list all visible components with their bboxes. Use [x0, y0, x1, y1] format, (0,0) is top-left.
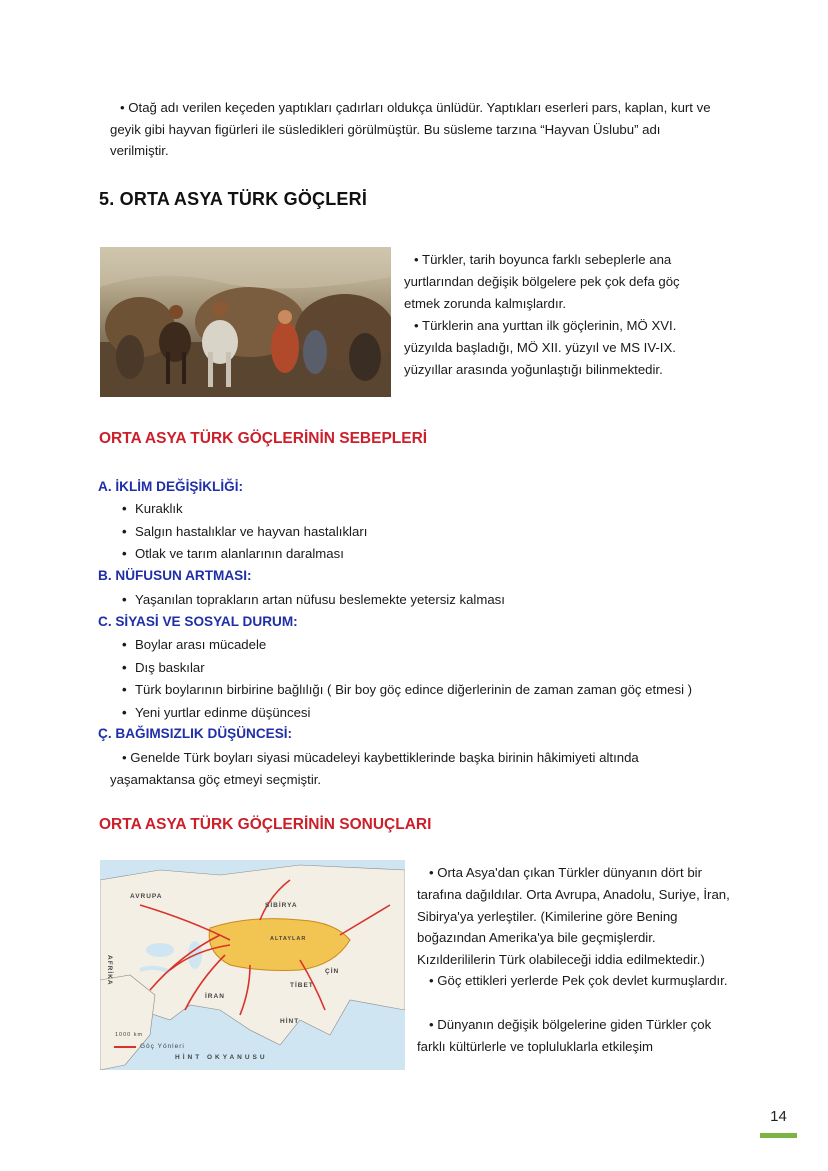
list-item: •Dış baskılar [122, 657, 762, 680]
list-item: •Boylar arası mücadele [122, 634, 762, 657]
list-item: •Türk boylarının birbirine bağlılığı ( Bir boy göç edince diğerlerinin de zaman zaman göç etmesi ) [122, 679, 762, 702]
cause-b-list [122, 589, 742, 612]
results-paragraph-2: • Göç ettikleri yerlerde Pek çok devlet kurmuşlardır. [429, 973, 728, 988]
section-title: 5. ORTA ASYA TÜRK GÖÇLERİ [99, 189, 368, 209]
migration-map [100, 860, 405, 1070]
cause-d-paragraph: • Genelde Türk boyları siyasi mücadeleyi kaybettiklerinde başka birinin hâkimiyeti altında yaşamaktansa göç etmeyi seçmiştir. [110, 750, 639, 787]
map-scale: 1000 km [115, 1032, 144, 1038]
map-label-tibet: TİBET [290, 982, 314, 989]
cause-c-heading: C. SİYASİ VE SOSYAL DURUM: [98, 614, 298, 629]
cause-d-heading: Ç. BAĞIMSIZLIK DÜŞÜNCESİ: [98, 726, 293, 741]
map-label-afrika: AFRİKA [106, 955, 113, 986]
section5-paragraph-1: • Türkler, tarih boyunca farklı sebeplerle ana yurtlarından değişik bölgelere pek çok defa göç etmek zorunda kalmışlardır. [404, 252, 680, 311]
list-item: •Salgın hastalıklar ve hayvan hastalıkları [122, 521, 722, 544]
cause-c-list [122, 634, 762, 724]
map-label-hint: HİNT [280, 1018, 300, 1025]
map-label-okyanus: HİNT OKYANUSU [175, 1054, 268, 1061]
list-item: •Yeni yurtlar edinme düşüncesi [122, 702, 762, 725]
results-paragraph-1: • Orta Asya'dan çıkan Türkler dünyanın dört bir tarafına dağıldılar. Orta Avrupa, Anadolu, Suriye, İran, Sibirya'ya yerleştiler. (Kimilerine göre Bening boğazından Amerika'ya bile geçmişlerdir. Kızılderililerin Türk olabileceği iddia edilmektedir.) [417, 865, 730, 968]
map-label-altaylar: ALTAYLAR [270, 936, 307, 942]
results-paragraph-3: • Dünyanın değişik bölgelerine giden Türkler çok farklı kültürlerle ve topluluklarla etkileşim [417, 1017, 712, 1054]
map-legend: Göç Yönleri [140, 1043, 185, 1050]
map-label-sibirya: SİBİRYA [265, 902, 298, 909]
section5-paragraph-2: • Türklerin ana yurttan ilk göçlerinin, MÖ XVI. yüzyılda başladığı, MÖ XII. yüzyıl ve MS IV-IX. yüzyıllar arasında yoğunlaştığı bilinmektedir. [404, 318, 677, 377]
intro-paragraph: • Otağ adı verilen keçeden yaptıkları çadırları oldukça ünlüdür. Yaptıkları eserleri pars, kaplan, kurt ve geyik gibi hayvan figürleri ile süsledikleri görülmüştür. Bu süsleme tarzına “Hayvan Üslubu” adı verilmiştir. [110, 100, 711, 158]
page-number: 14 [770, 1108, 787, 1125]
list-item: •Otlak ve tarım alanlarının daralması [122, 543, 722, 566]
cause-a-list [122, 498, 722, 566]
map-label-cin: ÇİN [325, 968, 340, 975]
cause-a-heading: A. İKLİM DEĞİŞİKLİĞİ: [98, 479, 243, 494]
map-graphic [100, 860, 405, 1070]
causes-title: ORTA ASYA TÜRK GÖÇLERİNİN SEBEPLERİ [99, 430, 428, 447]
results-title: ORTA ASYA TÜRK GÖÇLERİNİN SONUÇLARI [99, 816, 432, 833]
list-item: •Yaşanılan toprakların artan nüfusu beslemekte yetersiz kalması [122, 589, 742, 612]
map-label-avrupa: AVRUPA [130, 893, 163, 900]
list-item: •Kuraklık [122, 498, 722, 521]
migration-painting [100, 247, 391, 397]
cause-b-heading: B. NÜFUSUN ARTMASI: [98, 568, 252, 583]
page-number-underline [760, 1133, 797, 1138]
map-label-iran: İRAN [205, 993, 225, 1000]
